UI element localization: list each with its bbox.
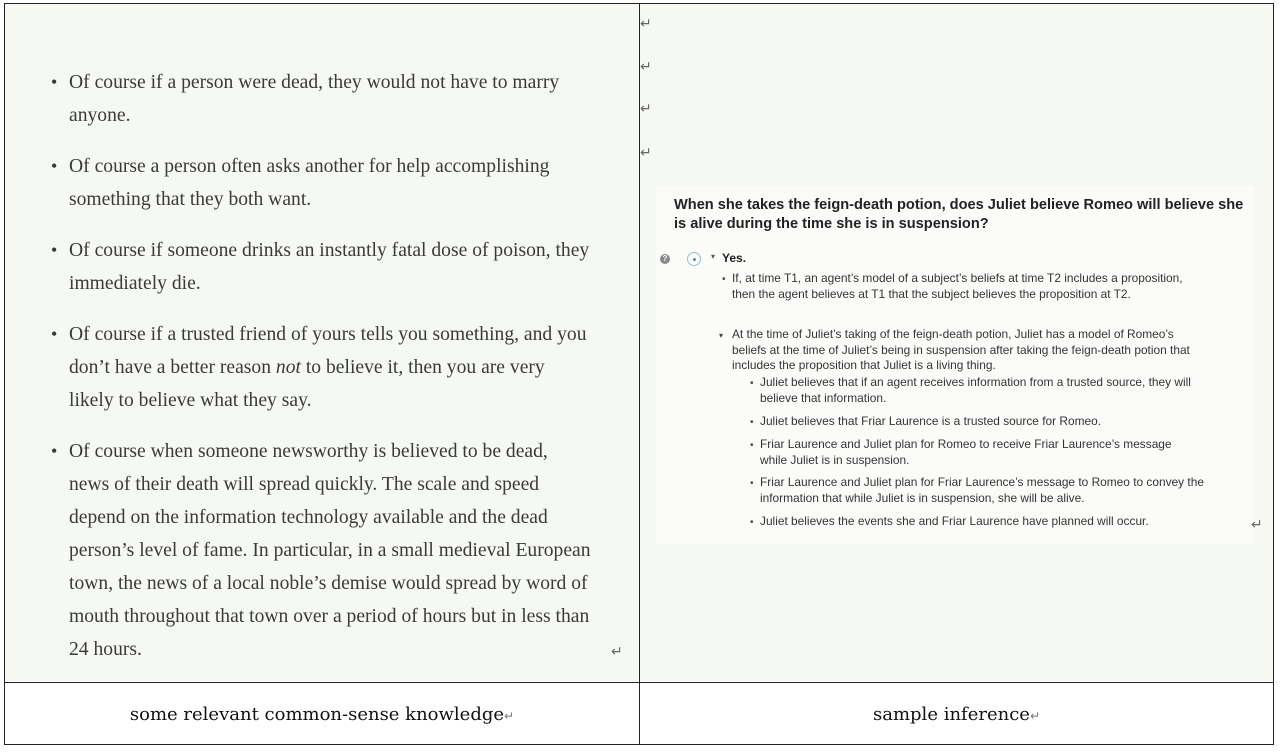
- help-icon[interactable]: ?: [660, 254, 670, 264]
- knowledge-item: • Of course if someone drinks an instantly fatal dose of poison, they immediately die.: [51, 234, 591, 300]
- chevron-down-icon[interactable]: ▾: [719, 331, 724, 340]
- caption-right: sample inference↵: [873, 704, 1040, 725]
- sub-reason-item: Juliet believes that Friar Laurence is a trusted source for Romeo.: [760, 414, 1102, 428]
- bullet-icon: •: [750, 517, 754, 528]
- sub-reason-item: Friar Laurence and Juliet plan for Romeo to receive Friar Laurence’s message while Juliet is in suspension.: [760, 437, 1172, 467]
- answer-label: Yes.: [722, 251, 747, 265]
- answer-row: [660, 250, 960, 270]
- sub-reason-item: Juliet believes that if an agent receives information from a trusted source, they will believe that information.: [760, 375, 1191, 405]
- question-title: When she takes the feign-death potion, does Juliet believe Romeo will believe she is alive during the time she is in suspension?: [674, 197, 1244, 232]
- sub-reason-item: Juliet believes the events she and Friar Laurence have planned will occur.: [760, 514, 1149, 528]
- column-divider: [639, 3, 640, 745]
- return-icon: ↵: [611, 644, 623, 660]
- knowledge-list: [51, 66, 591, 684]
- bullet-icon: •: [750, 417, 754, 428]
- bullet-icon: •: [51, 240, 58, 260]
- knowledge-item: • Of course when someone newsworthy is believed to be dead, news of their death will spread quickly. The scale and speed depend on the information technology available and the dead person’s level of fame. In particular, in a small medieval European town, the news of a local noble’s demise would spread by word of mouth throughout that town over a period of hours but in less than 24 hours.: [51, 435, 591, 666]
- row-divider: [4, 682, 1274, 683]
- emphasis: not: [275, 357, 301, 378]
- knowledge-item: • Of course if a person were dead, they would not have to marry anyone.: [51, 66, 591, 132]
- bullet-icon: •: [51, 72, 58, 92]
- knowledge-item: • Of course if a trusted friend of yours tells you something, and you don’t have a better reason not to believe it, then you are very likely to believe what they say.: [51, 318, 591, 417]
- reason-item: At the time of Juliet’s taking of the feign-death potion, Juliet has a model of Romeo’s beliefs at the time of Juliet’s being in suspension after taking the feign-death potion that includes the proposition that Juliet is a living thing.: [732, 327, 1190, 372]
- bullet-icon: •: [750, 478, 754, 489]
- chevron-down-icon[interactable]: ▾: [711, 252, 716, 261]
- return-icon: ↵: [1251, 517, 1263, 533]
- return-icon: ↵: [640, 145, 652, 161]
- bullet-icon: •: [51, 324, 58, 344]
- knowledge-item: • Of course a person often asks another for help accomplishing something that they both want.: [51, 150, 591, 216]
- return-icon: ↵: [504, 709, 515, 723]
- bullet-icon: •: [51, 156, 58, 176]
- inference-panel: [640, 4, 1273, 681]
- knowledge-panel: [5, 4, 638, 681]
- return-icon: ↵: [640, 16, 652, 32]
- return-icon: ↵: [640, 101, 652, 117]
- bullet-icon: •: [750, 440, 754, 451]
- bullet-icon: •: [722, 274, 726, 285]
- bullet-icon: •: [750, 378, 754, 389]
- sub-reason-item: Friar Laurence and Juliet plan for Friar Laurence’s message to Romeo to convey the information that while Juliet is in suspension, she will be alive.: [760, 475, 1204, 505]
- return-icon: ↵: [640, 59, 652, 75]
- reason-item: If, at time T1, an agent’s model of a subject’s beliefs at time T2 includes a proposition, then the agent believes at T1 that the subject believes the proposition at T2.: [732, 271, 1183, 301]
- radio-icon[interactable]: [687, 252, 701, 266]
- caption-left: some relevant common-sense knowledge↵: [129, 704, 515, 725]
- return-icon: ↵: [1029, 709, 1040, 723]
- bullet-icon: •: [51, 441, 58, 461]
